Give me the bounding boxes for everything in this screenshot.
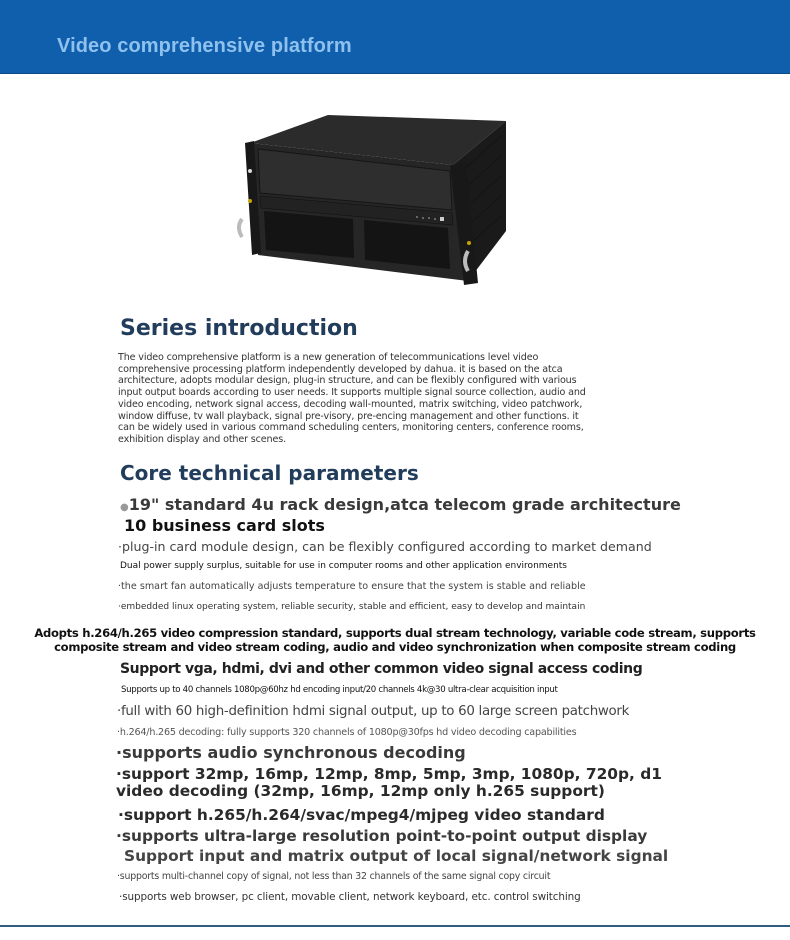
param-item: ·the smart fan automatically adjusts temperature to ensure that the system is stable and reliable: [118, 581, 586, 592]
param-item: ·full with 60 high-definition hdmi signal output, up to 60 large screen patchwork: [117, 704, 630, 719]
page-title: Video comprehensive platform: [57, 35, 352, 57]
param-item: video decoding (32mp, 16mp, 12mp only h.265 support): [116, 782, 605, 800]
param-item: Supports up to 40 channels 1080p@60hz hd encoding input/20 channels 4k@30 ultra-clear acquisition input: [121, 685, 558, 695]
param-item: ·supports multi-channel copy of signal, not less than 32 channels of the same signal copy circuit: [117, 871, 551, 882]
param-item: ·supports audio synchronous decoding: [116, 743, 466, 762]
param-item: Support input and matrix output of local signal/network signal: [124, 847, 669, 865]
bottom-divider: [0, 925, 790, 927]
param-item: ·plug-in card module design, can be flexibly configured according to market demand: [118, 539, 652, 554]
param-item: Dual power supply surplus, suitable for use in computer rooms and other application environments: [120, 561, 567, 571]
intro-line: can be widely used in various command scheduling centers, monitoring centers, conference rooms,: [118, 422, 584, 434]
param-item: 10 business card slots: [124, 516, 325, 535]
intro-line: The video comprehensive platform is a new generation of telecommunications level video: [118, 352, 539, 363]
param-item: ·embedded linux operating system, reliable security, stable and efficient, easy to develop and maintain: [118, 602, 586, 612]
intro-line: architecture, adopts modular design, plug-in structure, and can be flexibly configured with various: [118, 375, 577, 387]
intro-line: window diffuse, tv wall playback, signal pre-visory, pre-encing management and other functions. it: [118, 410, 579, 422]
series-intro-text: [118, 352, 663, 446]
param-item: Adopts h.264/h.265 video compression standard, supports dual stream technology, variable code stream, supports: [34, 626, 756, 640]
param-item: ·support 32mp, 16mp, 12mp, 8mp, 5mp, 3mp, 1080p, 720p, d1: [116, 765, 662, 783]
series-intro-heading: Series introduction: [120, 316, 358, 341]
param-item: ·supports web browser, pc client, movable client, network keyboard, etc. control switching: [119, 891, 581, 903]
param-item: Support vga, hdmi, dvi and other common video signal access coding: [120, 661, 643, 677]
header-banner: [0, 0, 790, 74]
param-item: composite stream and video stream coding, audio and video synchronization when composite stream coding: [54, 640, 736, 654]
param-item: ·supports ultra-large resolution point-to-point output display: [116, 827, 648, 845]
param-item: ●19" standard 4u rack design,atca telecom grade architecture: [120, 495, 681, 514]
intro-line: video encoding, network signal access, decoding wall-mounted, matrix switching, video patchwork,: [118, 398, 583, 410]
rack-chassis-icon: [228, 113, 508, 293]
param-item: ·support h.265/h.264/svac/mpeg4/mjpeg video standard: [118, 806, 605, 824]
intro-line: comprehensive processing platform independently developed by dahua. it is based on the atca: [118, 363, 563, 375]
intro-line: input output boards according to user needs. It supports multiple signal source collection, audio and: [118, 387, 586, 399]
product-image: [228, 113, 508, 293]
intro-line: exhibition display and other scenes.: [118, 433, 286, 445]
param-item: ·h.264/h.265 decoding: fully supports 320 channels of 1080p@30fps hd video decoding capabilities: [117, 727, 577, 738]
core-params-heading: Core technical parameters: [120, 461, 419, 485]
